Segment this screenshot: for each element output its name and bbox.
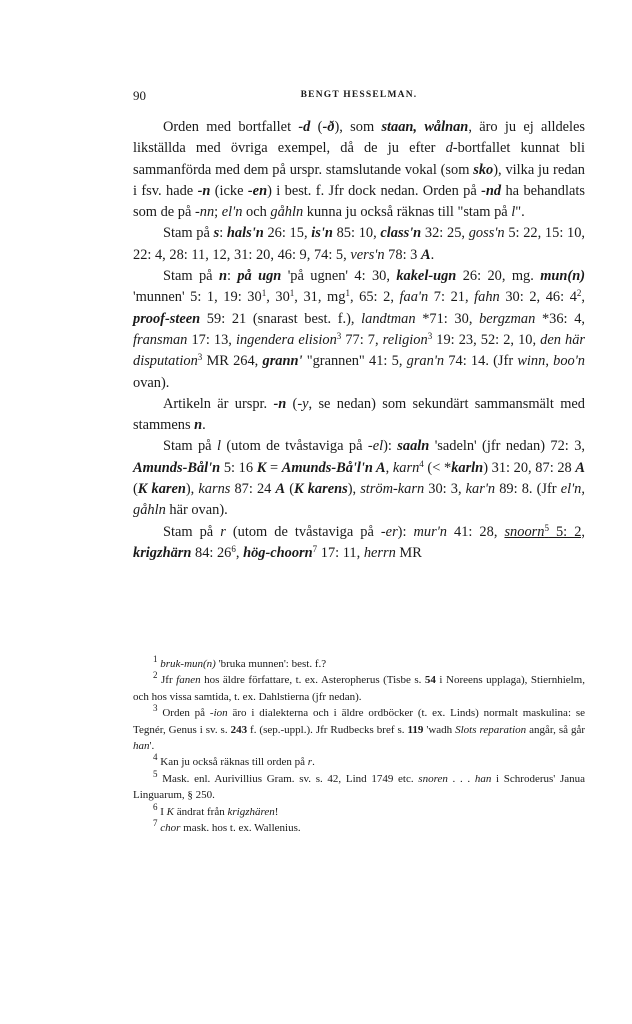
footnote-4: $^4$ Kan ju också räknas till orden på r. [153, 752, 315, 769]
footnotes [133, 656, 585, 836]
footnote-2: $^2$ Jfr fanen hos äldre författare, t. ex. Asteropherus (Tisbe s. 54 i Noreens upplaga), Stiernhielm, och hos vissa samtida, t. ex. Dahlstierna (jfr nedan). [133, 670, 585, 703]
paragraph-2: Stam på s: hals'n 26: 15, is'n 85: 10, class'n 32: 25, goss'n 5: 22, 15: 10, 22: 4, 28: 11, 12, 31: 20, 46: 9, 74: 5, vers'n 78: 3 A. [133, 225, 586, 263]
paragraph-5: Stam på l (utom de tvåstaviga på -el): saaln 'sadeln' (jfr nedan) 72: 3, Amunds-Bål'n 5: 16 K = Amunds-Bå'l'n A, karn$^4$ (< *karln) 31: 20, 87: 28 A (K karen), karns 87: 24 A (K karens), ström-karn 30: 3, kar'n 89: 8. (Jfr el'n, gåhln här ovan). [133, 438, 585, 519]
footnote-5: $^5$ Mask. enl. Aurivillius Gram. sv. s. 42, Lind 1749 etc. snoren . . . han i Schroderus' Janua Linguarum, § 250. [133, 768, 586, 802]
footnote-3: $^3$ Orden på -ion äro i dialekterna och i äldre ordböcker (t. ex. Linds) normalt maskulina: se Tegnér, Genus i sv. s. 243 f. (sep.-uppl.). Jfr Rudbecks bref s. 119 'wadh Slots reparation angår, så går han'. [133, 703, 586, 753]
paragraph-1: Orden med bortfallet -d (-ð), som staan, wålnan, äro ju ej alldeles likställda med övriga exempel, då de ju efter d-bortfallet kunnat bli sammanförda med dem på urspr. stamslutande vokal (som sko), vilka ju redan i fsv. hade -n (icke -en) i best. f. Jfr dock nedan. Orden på -nd ha behandlats som de på -nn; el'n och gåhln kunna ju också räknas till "stam på l". [133, 119, 586, 221]
page-number: 90 [133, 88, 146, 103]
footnote-6: $^6$ I K ändrat från krigzhären! [153, 801, 279, 818]
page-header [133, 88, 585, 104]
paragraph-6: Stam på r (utom de tvåstaviga på -er): mur'n 41: 28, snoorn$^5$ 5: 2, krigzhärn 84: $26^6$, hög-choorn$^7$ 17: 11, herrn MR [133, 522, 585, 561]
main-text [133, 117, 585, 564]
paragraph-3: Stam på n: på ugn 'på ugnen' 4: 30, kakel-ugn 26: 20, mg. mun(n) 'munnen' 5: 1, 19: $30^1$, $30^1$, 31, $mg^1$, 65: 2, faa'n 7: 21, fahn 30: 2, 46: $4^2$, proof-steen 59: 21 (snarast best. f.), landtman *71: 30, bergzman *36: 4, fransman 17: 13, ingendera elision$^3$ 77: 7, religion$^3$ 19: 23, 52: 2, 10, den här disputation$^3$ MR 264, grann' "grannen" 41: 5, gran'n 74: 14. (Jfr winn, boo'n ovan). [133, 268, 585, 391]
paragraph-4: Artikeln är urspr. -n (-y, se nedan) som sekundärt sammansmält med stammens n. [133, 395, 586, 434]
running-title: BENGT HESSELMAN. [300, 90, 418, 100]
footnote-7: $^7$ chor mask. hos t. ex. Wallenius. [153, 818, 301, 835]
footnote-1: $^1$ bruk-mun(n) 'bruka munnen': best. f.? [153, 654, 327, 670]
